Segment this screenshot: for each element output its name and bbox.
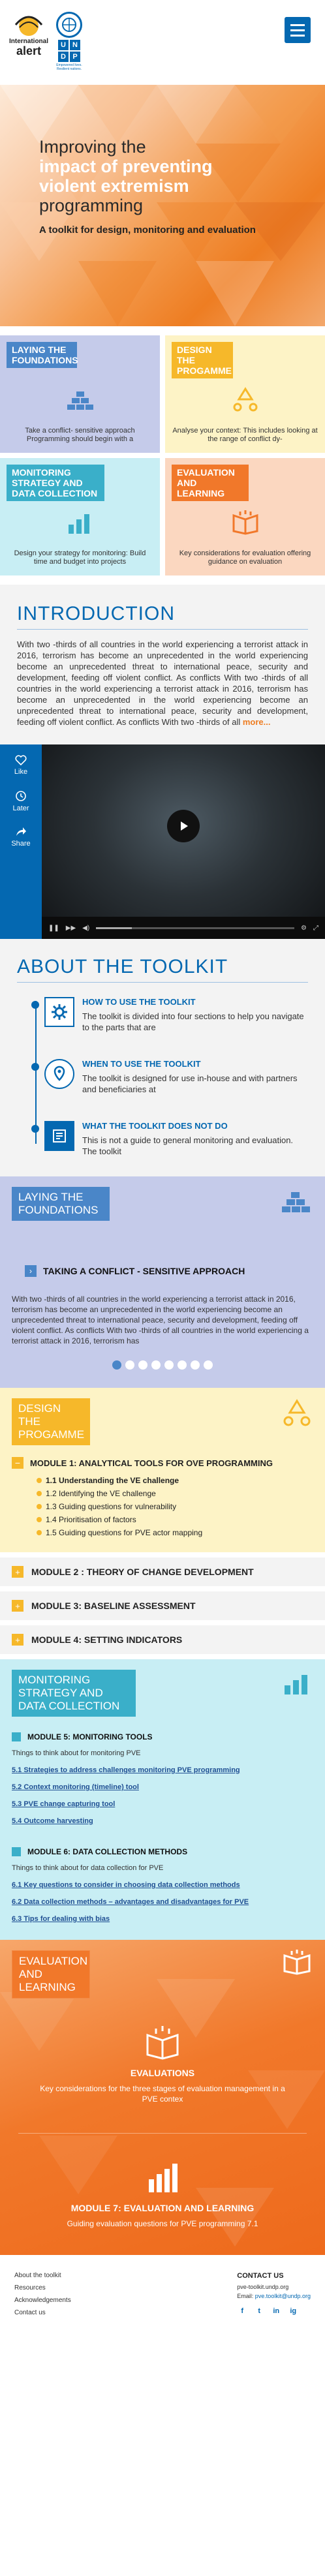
share-button[interactable] (11, 827, 30, 848)
contact-heading: CONTACT US (237, 2272, 284, 2280)
subitem-label: 1.5 Guiding questions for PVE actor mapping (46, 1528, 203, 1537)
video-sidebar (0, 744, 42, 939)
evaluations-title: EVALUATIONS (130, 2068, 195, 2078)
site-footer (0, 2255, 325, 2345)
clock-icon (15, 790, 27, 802)
chevron-right-icon: › (25, 1265, 37, 1277)
chart-icon (282, 1671, 312, 1696)
card-title: DESIGN THE PROGAMME (172, 342, 233, 378)
share-label: Share (11, 840, 31, 848)
card-title: EVALUATION AND LEARNING (172, 465, 249, 501)
bricks-icon (66, 386, 95, 412)
subitem-label: 1.4 Prioritisation of factors (46, 1515, 136, 1524)
twitter-icon[interactable]: t (258, 2307, 261, 2315)
recycle-icon (231, 386, 260, 412)
carousel-dot[interactable] (178, 1360, 187, 1370)
subitem-label: 1.3 Guiding questions for vulnerability (46, 1502, 177, 1511)
recycle-icon (282, 1398, 312, 1428)
location-pin-icon (44, 1059, 74, 1089)
module-5 (12, 1732, 313, 1825)
hero-line-4: programming (39, 196, 144, 215)
module-7-title: MODULE 7: EVALUATION AND LEARNING (70, 2203, 255, 2213)
about-toolkit-section (0, 939, 325, 1176)
introduction-body (17, 639, 308, 728)
module-link[interactable]: 6.3 Tips for dealing with bias (12, 1915, 110, 1923)
card-title: LAYING THE FOUNDATIONS (7, 342, 77, 368)
alert-word-1: International (9, 38, 49, 45)
evaluations-block[interactable] (12, 2025, 313, 2104)
about-item-when[interactable] (82, 1059, 308, 1095)
card-description: Design your strategy for monitoring: Build time and budget into projects (14, 549, 146, 566)
carousel-dot[interactable] (204, 1360, 213, 1370)
square-bullet-icon (12, 1847, 21, 1856)
play-button[interactable] (167, 810, 200, 842)
international-alert-logo[interactable] (9, 12, 49, 57)
undp-logo[interactable] (55, 12, 84, 71)
social-icons (237, 2306, 311, 2316)
module-title: MODULE 6: DATA COLLECTION METHODS (27, 1847, 188, 1856)
module-title: MODULE 5: MONITORING TOOLS (27, 1732, 153, 1741)
undp-letter: N (70, 40, 80, 50)
square-bullet-icon (12, 1732, 21, 1741)
about-item-title: HOW TO USE THE TOOLKIT (82, 997, 196, 1007)
gear-icon (44, 997, 74, 1027)
hero-line-1: Improving the (39, 137, 146, 157)
module-link[interactable]: 6.2 Data collection methods – advantages and disadvantages for PVE (12, 1898, 249, 1906)
carousel-dot[interactable] (164, 1360, 174, 1370)
video-progress-bar[interactable] (96, 927, 294, 929)
module-7-desc: Guiding evaluation questions for PVE programming 7.1 (67, 2219, 258, 2228)
block-body: With two -thirds of all countries in the world experiencing a terrorist attack in 2016, terrorism has become an unprecedented in the world experiencing become an unprecedented threat to international peace, security and development, feeding off violent conflict. As conflicts With two -thirds of all countries in the world experiencing a terrorist attack in 2016, terrorism has (12, 1295, 309, 1345)
module-title: MODULE 2 : THEORY OF CHANGE DEVELOPMENT (31, 1567, 254, 1577)
module-5-header[interactable] (12, 1732, 313, 1741)
collapse-icon: − (12, 1457, 23, 1469)
module-title: MODULE 1: ANALYTICAL TOOLS FOR OVE PROGRAMMING (30, 1458, 273, 1468)
carousel-dot[interactable] (138, 1360, 147, 1370)
bullet-icon (37, 1530, 42, 1535)
subitem[interactable] (37, 1487, 313, 1500)
fullscreen-icon[interactable]: ⤢ (313, 924, 318, 932)
chart-icon (66, 509, 95, 535)
module-1 (12, 1457, 313, 1539)
subitem[interactable] (37, 1526, 313, 1539)
section-title: MONITORING STRATEGY AND DATA COLLECTION (12, 1670, 136, 1717)
undp-letter: U (58, 40, 69, 50)
hero-line-2: impact of preventing (39, 157, 213, 176)
card-monitoring-strategy[interactable] (0, 458, 160, 575)
card-design-programme[interactable] (165, 335, 325, 453)
footer-link[interactable]: About the toolkit (14, 2272, 61, 2279)
share-icon (15, 827, 27, 837)
menu-bar (290, 24, 305, 26)
about-item-desc: The toolkit is divided into four sections to help you navigate to the parts that are (82, 1011, 304, 1032)
about-item-not[interactable] (82, 1121, 308, 1157)
card-description: Analyse your context: This includes looking at the range of conflict dy- (172, 427, 318, 443)
card-laying-foundations[interactable] (0, 335, 160, 453)
card-evaluation-learning[interactable] (165, 458, 325, 575)
section-title: DESIGN THE PROGAMME (12, 1398, 90, 1445)
footer-link[interactable]: Resources (14, 2284, 46, 2292)
site-header (0, 0, 325, 85)
about-item-title: WHEN TO USE THE TOOLKIT (82, 1059, 201, 1069)
laying-foundations-section (0, 1176, 325, 1388)
evaluation-section (0, 1940, 325, 2255)
timeline-dot (31, 1063, 39, 1071)
module-link[interactable]: 5.1 Strategies to address challenges monitoring PVE programming (12, 1766, 240, 1774)
module-5-links (12, 1766, 313, 1825)
introduction-text: With two -thirds of all countries in the world experiencing a terrorist attack in 2016, terrorism has become an unprecedented in the world experiencing become an unprecedented threat to international peace, security and development, feeding off violent conflict. As conflicts With two -thirds of all countries in the world experiencing a terrorist attack in 2016, terrorism has become an unprecedented in the world experiencing become an unprecedented threat to international peace, security and development, feeding off violent conflict. As conflicts With two -thirds of all (17, 639, 308, 727)
module-intro: Things to think about for data collection for PVE (12, 1864, 164, 1872)
read-more-link[interactable]: more... (242, 717, 271, 727)
pause-icon[interactable]: ❚❚ (48, 924, 59, 932)
subitem-label: 1.2 Identifying the VE challenge (46, 1489, 156, 1498)
module-title: MODULE 3: BASELINE ASSESSMENT (31, 1601, 196, 1611)
video-frame[interactable] (42, 744, 325, 939)
section-title: LAYING THE FOUNDATIONS (12, 1187, 110, 1221)
carousel-dots (12, 1360, 313, 1370)
hero-text (39, 137, 300, 236)
card-title: MONITORING STRATEGY AND DATA COLLECTION (7, 465, 104, 501)
module-link[interactable]: 5.4 Outcome harvesting (12, 1817, 93, 1825)
footer-links (14, 2272, 71, 2332)
module-link[interactable]: 6.1 Key questions to consider in choosing data collection methods (12, 1881, 240, 1889)
bricks-icon (281, 1188, 312, 1214)
bullet-icon (37, 1478, 42, 1483)
module-link[interactable]: 5.3 PVE change capturing tool (12, 1800, 116, 1808)
document-icon (44, 1121, 74, 1151)
subitem[interactable] (37, 1500, 313, 1513)
heart-icon (15, 755, 27, 765)
book-icon (282, 1949, 312, 1975)
bullet-icon (37, 1504, 42, 1509)
menu-bar (290, 29, 305, 31)
expand-icon: + (12, 1634, 23, 1646)
hero-line-3: violent extremism (39, 176, 189, 196)
video-progress-fill (96, 927, 132, 929)
bullet-icon (37, 1491, 42, 1496)
module-row[interactable] (0, 1625, 325, 1654)
module-title: MODULE 4: SETTING INDICATORS (31, 1634, 183, 1645)
evaluations-desc: Key considerations for the three stages of evaluation management in a PVE contex (40, 2084, 285, 2104)
alert-word-2: alert (16, 44, 42, 57)
monitoring-section (0, 1659, 325, 1940)
like-button[interactable] (14, 755, 27, 776)
timeline-dot (31, 1125, 39, 1133)
undp-letter: D (58, 52, 69, 62)
design-modules (0, 1557, 325, 1654)
timeline-line (35, 1001, 37, 1144)
introduction-section (0, 585, 325, 744)
about-item-desc: The toolkit is designed for use in-house and with partners and beneficiaries at (82, 1073, 298, 1094)
undp-letter: P (70, 52, 80, 62)
module-6-header[interactable] (12, 1847, 313, 1856)
carousel-dot[interactable] (125, 1360, 134, 1370)
volume-icon[interactable]: ◀) (82, 924, 90, 932)
module-row[interactable] (0, 1591, 325, 1620)
module-6-links (12, 1881, 313, 1923)
next-icon[interactable]: ▶▶ (65, 924, 76, 932)
bar-chart-icon (145, 2160, 180, 2195)
email-link[interactable]: pve.toolkit@undp.org (255, 2293, 311, 2299)
introduction-heading: INTRODUCTION (17, 603, 308, 630)
carousel-dot[interactable] (151, 1360, 161, 1370)
footer-link[interactable]: Acknowledgements (14, 2297, 71, 2304)
expand-icon: + (12, 1600, 23, 1612)
contact-site[interactable]: pve-toolkit.undp.org (237, 2284, 289, 2290)
like-label: Like (14, 768, 28, 776)
divider (18, 2133, 307, 2134)
instagram-icon[interactable]: ig (290, 2307, 297, 2315)
footer-contact (237, 2272, 311, 2332)
section-cards (0, 326, 325, 585)
subitem[interactable] (37, 1513, 313, 1526)
book-icon (231, 509, 260, 535)
about-item-desc: This is not a guide to general monitoring and evaluation. The toolkit (82, 1135, 294, 1156)
email-label: Email: (237, 2293, 254, 2299)
about-heading: ABOUT THE TOOLKIT (17, 956, 308, 983)
evaluation-book-icon (145, 2025, 180, 2060)
carousel-dot[interactable] (191, 1360, 200, 1370)
card-description: Take a conflict- sensitive approach Programming should begin with a (25, 427, 135, 443)
timeline-dot (31, 1001, 39, 1009)
about-item-title: WHAT THE TOOLKIT DOES NOT DO (82, 1121, 228, 1131)
module-1-subitems (37, 1474, 313, 1539)
undp-tagline: Empowered lives. Resilient nations. (56, 63, 82, 71)
subitem[interactable] (37, 1474, 313, 1487)
card-description: Key considerations for evaluation offering guidance on evaluation (179, 549, 311, 566)
module-6 (12, 1847, 313, 1923)
watch-later-button[interactable] (12, 790, 29, 812)
footer-link[interactable]: Contact us (14, 2309, 46, 2316)
subitem-label: 1.1 Understanding the VE challenge (46, 1476, 179, 1485)
hamburger-menu-button[interactable] (285, 17, 311, 43)
about-item-how[interactable] (82, 997, 308, 1033)
module-7-block[interactable] (12, 2160, 313, 2229)
section-title: EVALUATION AND LEARNING (12, 1950, 90, 1999)
contact-email-row (237, 2293, 311, 2299)
play-icon (177, 820, 190, 833)
carousel-dot[interactable] (112, 1360, 121, 1370)
expand-icon: + (12, 1566, 23, 1578)
linkedin-icon[interactable]: in (273, 2307, 280, 2315)
module-intro: Things to think about for monitoring PVE (12, 1749, 141, 1757)
undp-letters (58, 40, 80, 62)
un-emblem-icon (56, 12, 82, 38)
settings-icon[interactable]: ⚙ (301, 924, 307, 932)
facebook-icon[interactable]: f (241, 2307, 244, 2315)
module-1-header[interactable] (12, 1457, 313, 1469)
video-player (0, 744, 325, 939)
module-link[interactable]: 5.2 Context monitoring (timeline) tool (12, 1783, 139, 1791)
video-controls (42, 917, 325, 939)
menu-bar (290, 35, 305, 37)
hero-banner (0, 85, 325, 326)
about-timeline (17, 997, 308, 1157)
module-row[interactable] (0, 1557, 325, 1586)
block-title: TAKING A CONFLICT - SENSITIVE APPROACH (43, 1266, 245, 1276)
bullet-icon (37, 1517, 42, 1522)
later-label: Later (12, 805, 29, 812)
design-programme-section (0, 1388, 325, 1552)
block-heading[interactable] (25, 1265, 313, 1277)
logos (9, 12, 84, 71)
hero-subtitle: A toolkit for design, monitoring and evaluation (39, 224, 256, 236)
alert-mark-icon (12, 12, 46, 37)
